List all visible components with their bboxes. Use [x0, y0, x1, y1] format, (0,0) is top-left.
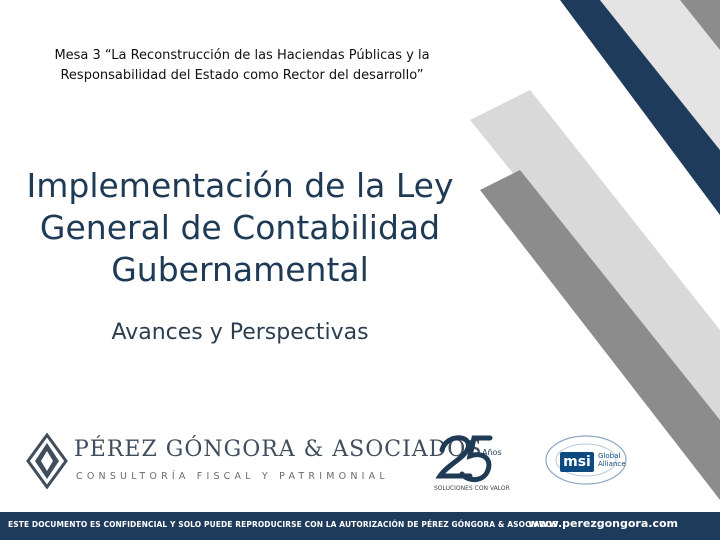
pga-tagline: CONSULTORÍA FISCAL Y PATRIMONIAL	[76, 471, 389, 482]
website-link[interactable]: www.perezgongora.com	[528, 517, 678, 530]
title-line-1: Implementación de la Ley	[26, 166, 454, 205]
title-line-2: General de Contabilidad	[39, 208, 441, 247]
msi-logo: msi	[560, 452, 594, 472]
pga-name: PÉREZ GÓNGORA & ASOCIADOS	[74, 437, 483, 462]
msi-alliance-text: Global Alliance	[598, 452, 626, 468]
event-title: Mesa 3 “La Reconstrucción de las Haciendas Públicas y la Responsabilidad del Estado como Rector del desarrollo”	[54, 48, 430, 83]
confidentiality-notice: ESTE DOCUMENTO ES CONFIDENCIAL Y SOLO PUEDE REPRODUCIRSE CON LA AUTORIZACIÓN DE PÉREZ GÓNGORA & ASOCIADOS	[8, 520, 558, 529]
title-line-3: Gubernamental	[111, 250, 369, 289]
anniversary-caption: SOLUCIONES CON VALOR	[434, 485, 510, 492]
slide-subtitle: Avances y Perspectivas	[111, 320, 369, 345]
pga-diamond-icon	[26, 433, 68, 489]
anniversary-suffix: Años	[482, 448, 502, 457]
slide-title	[20, 165, 460, 291]
